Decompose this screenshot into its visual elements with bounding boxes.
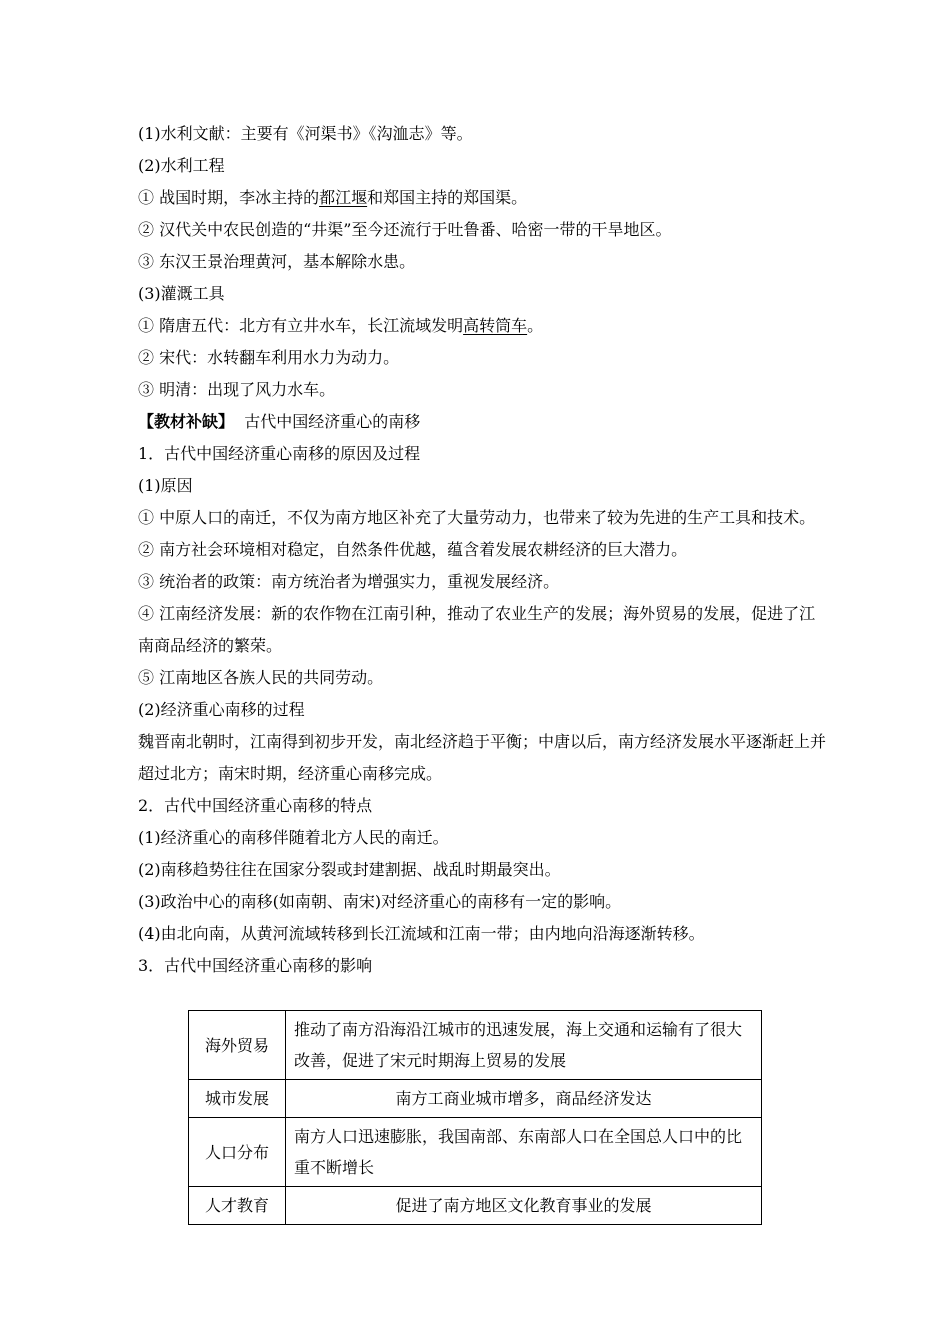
reason-2: ② 南方社会环境相对稳定，自然条件优越，蕴含着发展农耕经济的巨大潜力。 [138, 540, 688, 559]
section-2-title: 2．古代中国经济重心南移的特点 [138, 796, 373, 815]
supplement-tag: 【教材补缺】 [138, 412, 235, 431]
warring-states-text-b: 和郑国主持的郑国渠。 [367, 188, 528, 207]
han-well-canal-line: ② 汉代关中农民创造的“井渠”至今还流行于吐鲁番、哈密一带的干旱地区。 [138, 220, 672, 239]
sui-tang-text-b: 。 [527, 316, 544, 335]
supplement-title: 古代中国经济重心的南移 [244, 412, 421, 431]
impact-value: 促进了南方地区文化教育事业的发展 [286, 1187, 762, 1225]
table-row [189, 1011, 762, 1080]
table-row [189, 1080, 762, 1118]
reason-3: ③ 统治者的政策：南方统治者为增强实力，重视发展经济。 [138, 572, 560, 591]
feature-4: (4)由北向南，从黄河流域转移到长江流域和江南一带；由内地向沿海逐渐转移。 [138, 924, 705, 943]
feature-3: (3)政治中心的南移(如南朝、南宋)对经济重心的南移有一定的影响。 [138, 892, 622, 911]
gaozhuan-tongche-term: 高转筒车 [463, 316, 528, 335]
table-row [189, 1187, 762, 1225]
sui-tang-line [138, 310, 828, 342]
reasons-heading: (1)原因 [138, 476, 193, 495]
impact-key: 海外贸易 [189, 1011, 286, 1080]
process-heading: (2)经济重心南移的过程 [138, 700, 305, 719]
wang-jing-line: ③ 东汉王景治理黄河，基本解除水患。 [138, 252, 416, 271]
warring-states-line [138, 182, 828, 214]
sui-tang-text-a: ① 隋唐五代：北方有立井水车，长江流域发明 [138, 316, 464, 335]
table-row [189, 1118, 762, 1187]
reason-5: ⑤ 江南地区各族人民的共同劳动。 [138, 668, 384, 687]
process-text: 魏晋南北朝时，江南得到初步开发，南北经济趋于平衡；中唐以后，南方经济发展水平逐渐赶上并超过北方；南宋时期，经济重心南移完成。 [138, 732, 827, 783]
song-line: ② 宋代：水转翻车利用水力为动力。 [138, 348, 400, 367]
warring-states-text-a: ① 战国时期，李冰主持的 [138, 188, 320, 207]
impact-table [188, 1010, 762, 1225]
feature-2: (2)南移趋势往往在国家分裂或封建割据、战乱时期最突出。 [138, 860, 561, 879]
impact-value: 南方人口迅速膨胀，我国南部、东南部人口在全国总人口中的比重不断增长 [286, 1118, 762, 1187]
impact-key: 人才教育 [189, 1187, 286, 1225]
impact-key: 城市发展 [189, 1080, 286, 1118]
reason-4: ④ 江南经济发展：新的农作物在江南引种，推动了农业生产的发展；海外贸易的发展，促进了江南商品经济的繁荣。 [138, 604, 816, 655]
water-literature-line: (1)水利文献：主要有《河渠书》《沟洫志》等。 [138, 124, 473, 143]
irrigation-tools-heading: (3)灌溉工具 [138, 284, 225, 303]
impact-value: 南方工商业城市增多，商品经济发达 [286, 1080, 762, 1118]
document-body [138, 118, 828, 982]
section-3-title: 3．古代中国经济重心南移的影响 [138, 956, 373, 975]
supplement-heading [138, 406, 828, 438]
feature-1: (1)经济重心的南移伴随着北方人民的南迁。 [138, 828, 449, 847]
impact-value: 推动了南方沿海沿江城市的迅速发展，海上交通和运输有了很大改善，促进了宋元时期海上贸易的发展 [286, 1011, 762, 1080]
ming-qing-line: ③ 明清：出现了风力水车。 [138, 380, 336, 399]
section-1-title: 1．古代中国经济重心南移的原因及过程 [138, 444, 421, 463]
water-projects-heading: (2)水利工程 [138, 156, 225, 175]
reason-1: ① 中原人口的南迁，不仅为南方地区补充了大量劳动力，也带来了较为先进的生产工具和技术。 [138, 508, 816, 527]
dujiangyan-term: 都江堰 [319, 188, 368, 207]
impact-key: 人口分布 [189, 1118, 286, 1187]
